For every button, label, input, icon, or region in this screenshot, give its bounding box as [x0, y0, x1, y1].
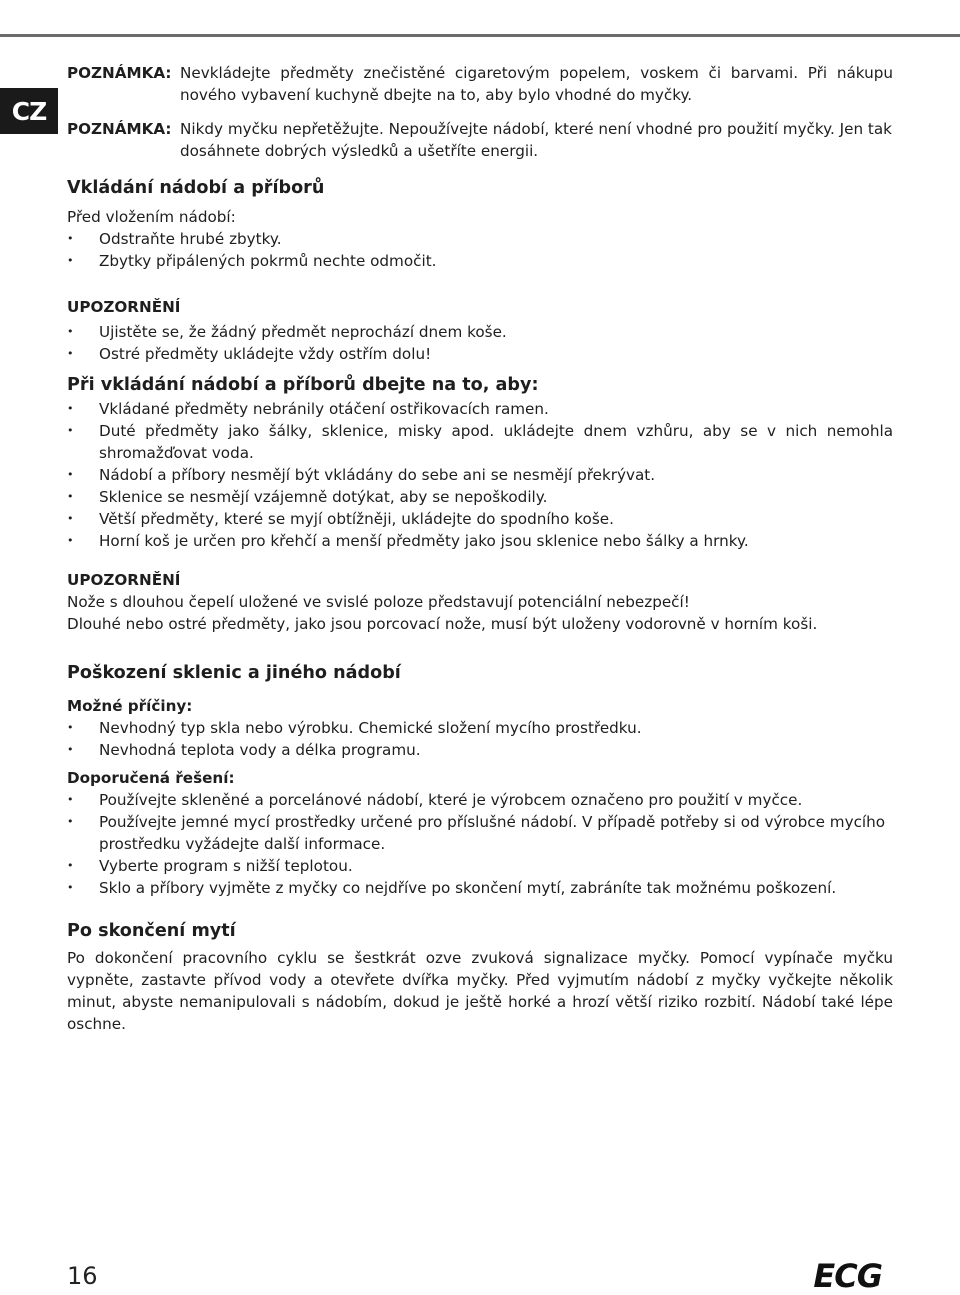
list-item: • Používejte jemné mycí prostředky určené pro příslušné nádobí. V případě potřeby si od výrobce mycího prostředku vyžádejte další informace. [67, 811, 893, 855]
language-tab: CZ [0, 88, 58, 134]
brand-logo: ECG [813, 1257, 882, 1295]
list-item: • Vyberte program s nižší teplotou. [67, 855, 893, 877]
list-item: • Používejte skleněné a porcelánové nádobí, které je výrobcem označeno pro použití v myčce. [67, 789, 893, 811]
list-item: • Zbytky připálených pokrmů nechte odmočit. [67, 250, 893, 272]
section-title-tips: Při vkládání nádobí a příborů dbejte na to, aby: [67, 375, 539, 395]
list-item: • Odstraňte hrubé zbytky. [67, 228, 893, 250]
after-wash-text: Po dokončení pracovního cyklu se šestkrát ozve zvuková signalizace myčky. Pomocí vypínače myčku vypněte, zastavte přívod vody a otevřete dvířka myčky. Před vyjmutím nádobí z myčky vyčkejte několik minut, abyste nemanipulovali s nádobím, dokud je ještě horké a hrozí větší riziko rozbití. Nádobí také lépe oschne. [67, 949, 893, 1033]
list-item: • Horní koš je určen pro křehčí a menší předměty jako jsou sklenice nebo šálky a hrnky. [67, 530, 893, 552]
note-2 [67, 118, 893, 162]
section-title-after-wash: Po skončení mytí [67, 921, 236, 941]
warning-line: Nože s dlouhou čepelí uložené ve svislé poloze představují potenciální nebezpečí! [67, 593, 690, 611]
page-content [67, 62, 893, 1035]
note-label: POZNÁMKA: [67, 120, 172, 138]
list-item: • Vkládané předměty nebránily otáčení ostřikovacích ramen. [67, 398, 893, 420]
tips-list [67, 398, 893, 552]
warning-list [67, 321, 893, 365]
list-item: • Ujistěte se, že žádný předmět neprochází dnem koše. [67, 321, 893, 343]
top-rule [0, 34, 960, 37]
list-item: • Duté předměty jako šálky, sklenice, misky apod. ukládejte dnem vzhůru, aby se v nich nemohla shromažďovat voda. [67, 420, 893, 464]
section-title-damage: Poškození sklenic a jiného nádobí [67, 663, 401, 683]
section-title-loading: Vkládání nádobí a příborů [67, 178, 325, 198]
loading-list [67, 228, 893, 272]
solutions-title: Doporučená řešení: [67, 769, 235, 787]
warning-line: Dlouhé nebo ostré předměty, jako jsou porcovací nože, musí být uloženy vodorovně v horním koši. [67, 615, 818, 633]
list-item: • Nádobí a příbory nesmějí být vkládány do sebe ani se nesmějí překrývat. [67, 464, 893, 486]
loading-intro: Před vložením nádobí: [67, 208, 236, 226]
note-1 [67, 62, 893, 106]
note-text: Nevkládejte předměty znečistěné cigaretovým popelem, voskem či barvami. Při nákupu nového vybavení kuchyně dbejte na to, aby bylo vhodné do myčky. [180, 64, 893, 104]
causes-title: Možné příčiny: [67, 697, 193, 715]
list-item: • Sklenice se nesmějí vzájemně dotýkat, aby se nepoškodily. [67, 486, 893, 508]
warning-title: UPOZORNĚNÍ [67, 571, 181, 589]
list-item: • Nevhodná teplota vody a délka programu. [67, 739, 893, 761]
note-text: Nikdy myčku nepřetěžujte. Nepoužívejte nádobí, které není vhodné pro použití myčky. Jen tak dosáhnete dobrých výsledků a ušetříte energii. [180, 120, 892, 160]
solutions-list [67, 789, 893, 899]
warning-title: UPOZORNĚNÍ [67, 298, 181, 316]
causes-list [67, 717, 893, 761]
page-number: 16 [67, 1262, 98, 1290]
note-label: POZNÁMKA: [67, 64, 172, 82]
list-item: • Ostré předměty ukládejte vždy ostřím dolu! [67, 343, 893, 365]
list-item: • Sklo a příbory vyjměte z myčky co nejdříve po skončení mytí, zabráníte tak možnému poškození. [67, 877, 893, 899]
list-item: • Větší předměty, které se myjí obtížněji, ukládejte do spodního koše. [67, 508, 893, 530]
list-item: • Nevhodný typ skla nebo výrobku. Chemické složení mycího prostředku. [67, 717, 893, 739]
